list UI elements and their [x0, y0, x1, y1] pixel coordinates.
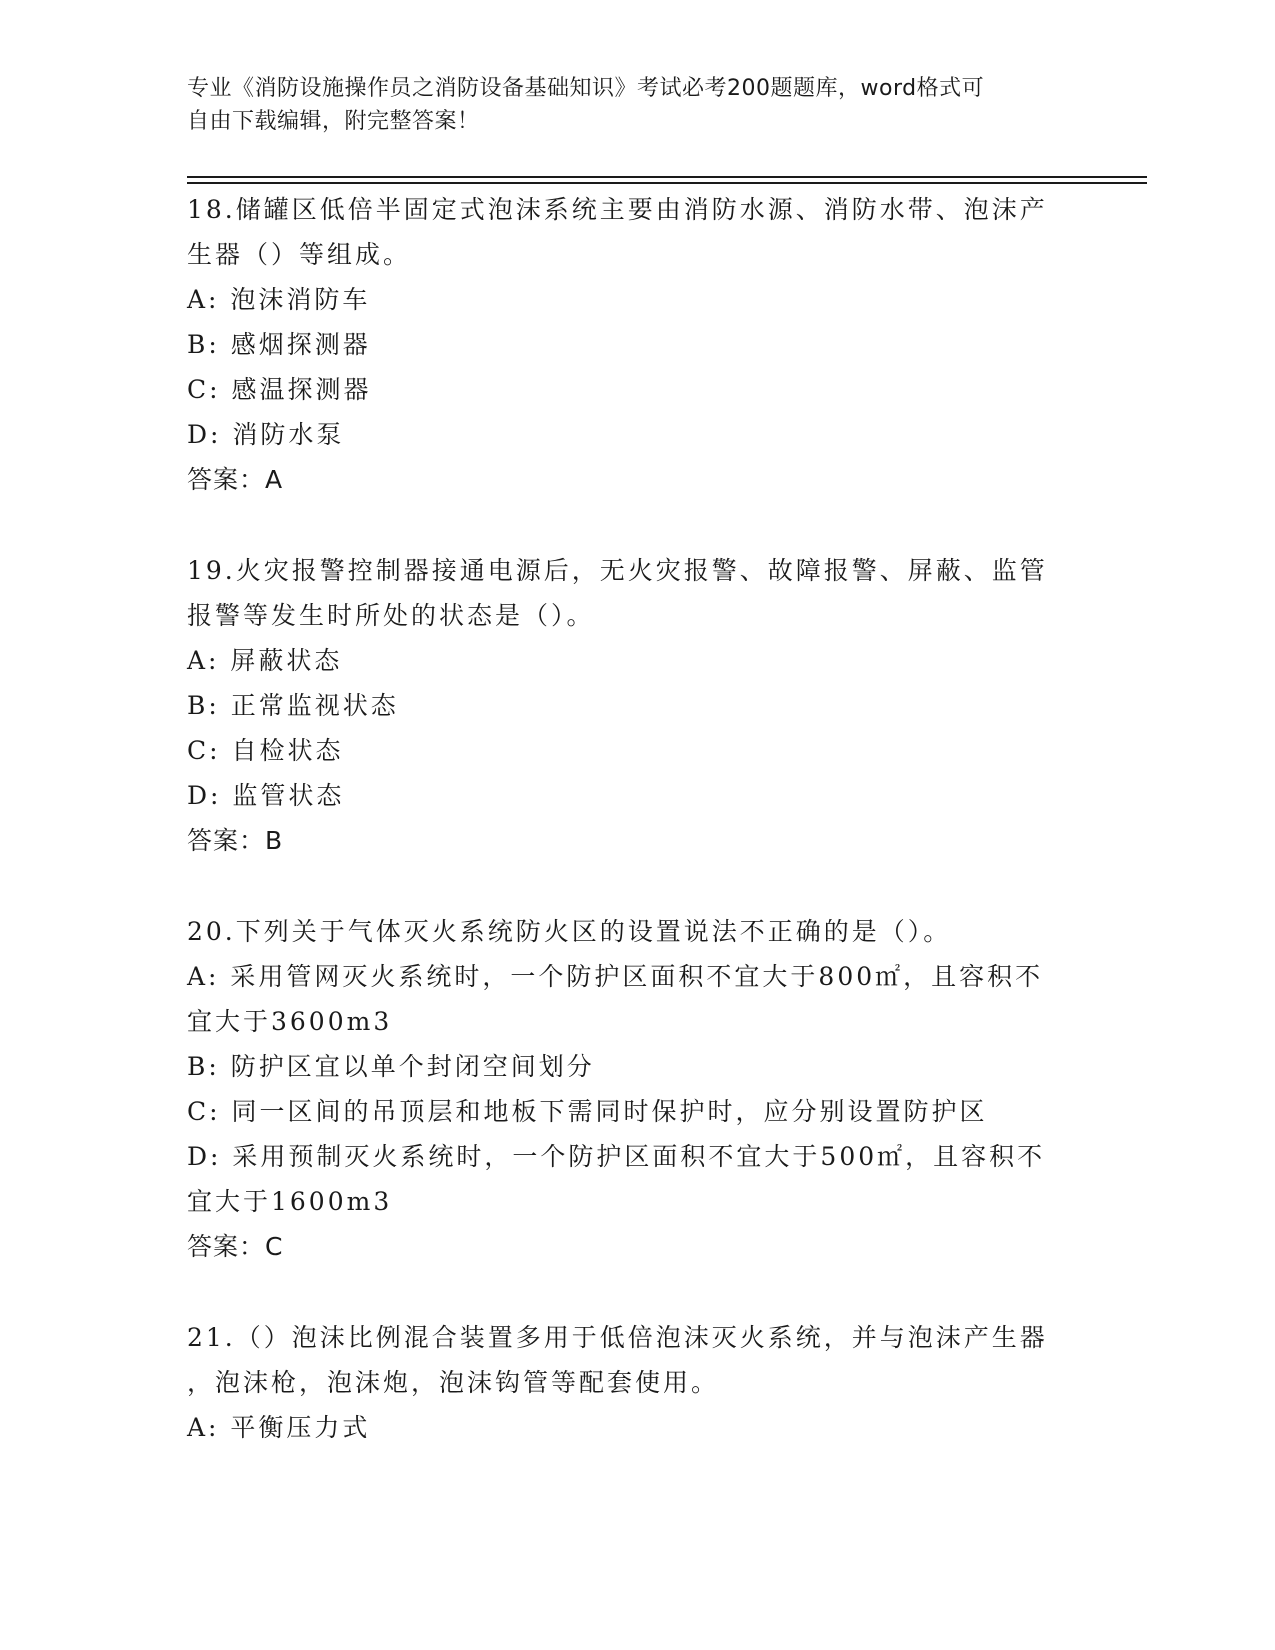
header-divider-bottom	[187, 182, 1147, 184]
option-a: A: 屏蔽状态	[187, 646, 343, 675]
header-divider-top	[187, 176, 1147, 178]
header-line-1: 专业《消防设施操作员之消防设备基础知识》考试必考200题题库，word格式可	[187, 76, 985, 101]
document-header	[187, 72, 1067, 138]
question-stem: 21.（）泡沫比例混合装置多用于低倍泡沫灭火系统，并与泡沫产生器	[187, 1323, 1048, 1352]
question-stem: 18.储罐区低倍半固定式泡沫系统主要由消防水源、消防水带、泡沫产	[187, 195, 1048, 224]
option-d: D: 采用预制灭火系统时，一个防护区面积不宜大于500㎡，且容积不	[187, 1142, 1046, 1171]
option-d: D: 消防水泵	[187, 420, 345, 449]
option-c: C: 自检状态	[187, 736, 344, 765]
question-stem: 19.火灾报警控制器接通电源后，无火灾报警、故障报警、屏蔽、监管	[187, 556, 1048, 585]
option-d: D: 监管状态	[187, 781, 345, 810]
option-a-continued: 宜大于3600m3	[187, 1007, 393, 1036]
question-stem-continued: 生器（）等组成。	[187, 240, 412, 269]
header-line-2: 自由下载编辑，附完整答案！	[187, 109, 480, 134]
option-c: C: 感温探测器	[187, 375, 372, 404]
option-d-continued: 宜大于1600m3	[187, 1187, 393, 1216]
question-20	[187, 909, 1087, 1269]
question-stem-continued: 报警等发生时所处的状态是（）。	[187, 601, 595, 630]
question-stem-continued: ，泡沫枪，泡沫炮，泡沫钩管等配套使用。	[187, 1368, 720, 1397]
option-a: A: 平衡压力式	[187, 1413, 371, 1442]
answer-key: 答案：B	[187, 826, 284, 855]
option-a: A: 泡沫消防车	[187, 285, 371, 314]
option-b: B: 正常监视状态	[187, 691, 399, 720]
option-c: C: 同一区间的吊顶层和地板下需同时保护时，应分别设置防护区	[187, 1097, 988, 1126]
option-b: B: 防护区宜以单个封闭空间划分	[187, 1052, 595, 1081]
question-list	[187, 187, 1087, 1496]
question-18	[187, 187, 1087, 502]
option-b: B: 感烟探测器	[187, 330, 371, 359]
answer-key: 答案：A	[187, 465, 284, 494]
answer-key: 答案：C	[187, 1232, 284, 1261]
question-19	[187, 548, 1087, 863]
question-stem: 20.下列关于气体灭火系统防火区的设置说法不正确的是（）。	[187, 917, 952, 946]
question-21	[187, 1315, 1087, 1450]
option-a: A: 采用管网灭火系统时，一个防护区面积不宜大于800㎡，且容积不	[187, 962, 1044, 991]
